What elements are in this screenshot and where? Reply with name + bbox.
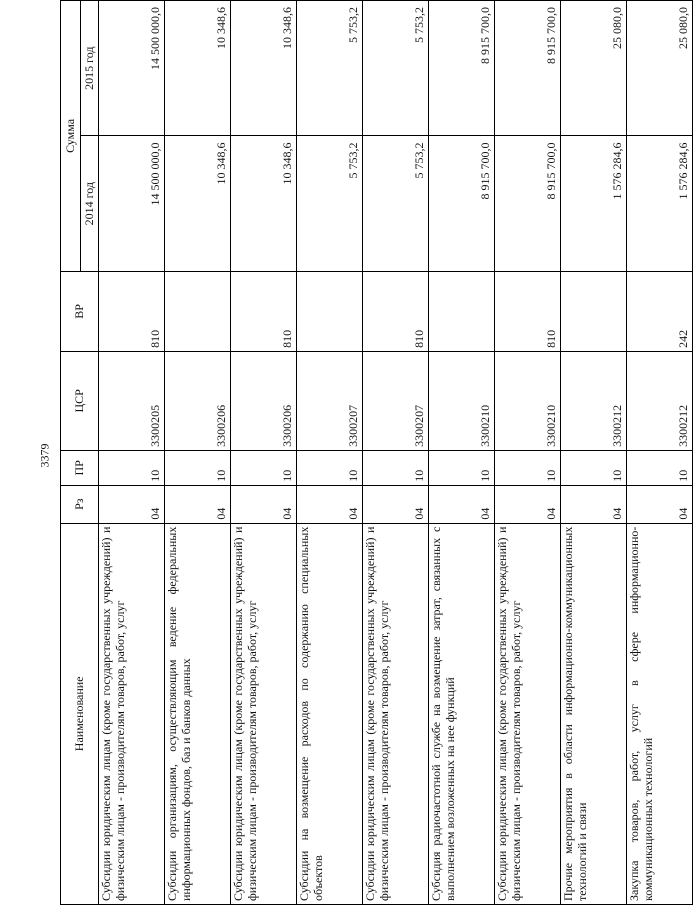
row-sum-2014: 5 753,2 — [363, 136, 429, 271]
row-sum-2014: 8 915 700,0 — [429, 136, 495, 271]
row-sum-2014: 1 576 284,6 — [627, 136, 693, 271]
row-csr: 3300207 — [297, 351, 363, 450]
row-rz: 04 — [429, 485, 495, 523]
row-sum-2014: 14 500 000,0 — [99, 136, 165, 271]
table-row — [495, 1, 561, 905]
header-year-2015: 2015 год — [81, 1, 99, 136]
row-vr: 810 — [495, 271, 561, 351]
row-sum-2014: 8 915 700,0 — [495, 136, 561, 271]
row-sum-2015: 14 500 000,0 — [99, 1, 165, 136]
table-row — [627, 1, 693, 905]
row-name: Субсидии юридическим лицам (кроме государственных учреждений) и физическим лицам - производителям товаров, работ, услуг — [495, 523, 561, 904]
row-name: Субсидия радиочастотной службе на возмещение затрат, связанных с выполнением возложенных на нее функций — [429, 523, 495, 904]
header-row — [61, 1, 81, 905]
row-pr: 10 — [231, 450, 297, 485]
row-pr: 10 — [561, 450, 627, 485]
row-name: Субсидии юридическим лицам (кроме государственных учреждений) и физическим лицам - производителям товаров, работ, услуг — [99, 523, 165, 904]
row-pr: 10 — [99, 450, 165, 485]
row-csr: 3300205 — [99, 351, 165, 450]
row-vr — [561, 271, 627, 351]
header-csr: ЦСР — [61, 351, 99, 450]
row-csr: 3300210 — [429, 351, 495, 450]
rotated-page-content — [60, 0, 690, 905]
row-pr: 10 — [627, 450, 693, 485]
row-vr — [165, 271, 231, 351]
row-name: Закупка товаров, работ, услуг в сфере информационно-коммуникационных технологий — [627, 523, 693, 904]
table-row — [165, 1, 231, 905]
row-sum-2015: 5 753,2 — [363, 1, 429, 136]
row-pr: 10 — [429, 450, 495, 485]
table-row — [297, 1, 363, 905]
row-rz: 04 — [561, 485, 627, 523]
row-sum-2015: 25 080,0 — [561, 1, 627, 136]
header-rz: Рз — [61, 485, 99, 523]
row-name: Субсидии организациям, осуществляющим ведение федеральных информационных фондов, баз и банков данных — [165, 523, 231, 904]
row-rz: 04 — [297, 485, 363, 523]
row-csr: 3300212 — [561, 351, 627, 450]
row-sum-2015: 25 080,0 — [627, 1, 693, 136]
header-vr: ВР — [61, 271, 99, 351]
row-vr: 810 — [231, 271, 297, 351]
header-sum: Сумма — [61, 1, 81, 272]
row-vr: 242 — [627, 271, 693, 351]
row-vr — [297, 271, 363, 351]
row-pr: 10 — [165, 450, 231, 485]
page-number — [38, 0, 52, 905]
table-row — [99, 1, 165, 905]
row-rz: 04 — [165, 485, 231, 523]
row-rz: 04 — [495, 485, 561, 523]
row-sum-2015: 5 753,2 — [297, 1, 363, 136]
row-sum-2015: 8 915 700,0 — [495, 1, 561, 136]
budget-table — [60, 0, 693, 905]
row-rz: 04 — [627, 485, 693, 523]
row-sum-2014: 10 348,6 — [231, 136, 297, 271]
header-pr: ПР — [61, 450, 99, 485]
row-csr: 3300207 — [363, 351, 429, 450]
row-rz: 04 — [231, 485, 297, 523]
row-csr: 3300212 — [627, 351, 693, 450]
row-sum-2015: 8 915 700,0 — [429, 1, 495, 136]
row-csr: 3300210 — [495, 351, 561, 450]
row-name: Субсидии на возмещение расходов по содержанию специальных объектов — [297, 523, 363, 904]
row-vr: 810 — [99, 271, 165, 351]
row-name: Субсидии юридическим лицам (кроме государственных учреждений) и физическим лицам - производителям товаров, работ, услуг — [231, 523, 297, 904]
row-name: Прочие мероприятия в области информационно-коммуникационных технологий и связи — [561, 523, 627, 904]
table-row — [231, 1, 297, 905]
row-vr: 810 — [363, 271, 429, 351]
table-body — [99, 1, 693, 905]
row-sum-2014: 10 348,6 — [165, 136, 231, 271]
row-csr: 3300206 — [165, 351, 231, 450]
row-csr: 3300206 — [231, 351, 297, 450]
page-number-text: 3379 — [37, 443, 52, 468]
row-pr: 10 — [297, 450, 363, 485]
row-rz: 04 — [363, 485, 429, 523]
header-year-2014: 2014 год — [81, 136, 99, 271]
table-row — [429, 1, 495, 905]
row-vr — [429, 271, 495, 351]
row-pr: 10 — [495, 450, 561, 485]
row-sum-2014: 5 753,2 — [297, 136, 363, 271]
header-name: Наименование — [61, 523, 99, 904]
table-row — [363, 1, 429, 905]
row-sum-2015: 10 348,6 — [165, 1, 231, 136]
row-name: Субсидии юридическим лицам (кроме государственных учреждений) и физическим лицам - производителям товаров, работ, услуг — [363, 523, 429, 904]
row-sum-2014: 1 576 284,6 — [561, 136, 627, 271]
row-rz: 04 — [99, 485, 165, 523]
row-sum-2015: 10 348,6 — [231, 1, 297, 136]
table-row — [561, 1, 627, 905]
row-pr: 10 — [363, 450, 429, 485]
